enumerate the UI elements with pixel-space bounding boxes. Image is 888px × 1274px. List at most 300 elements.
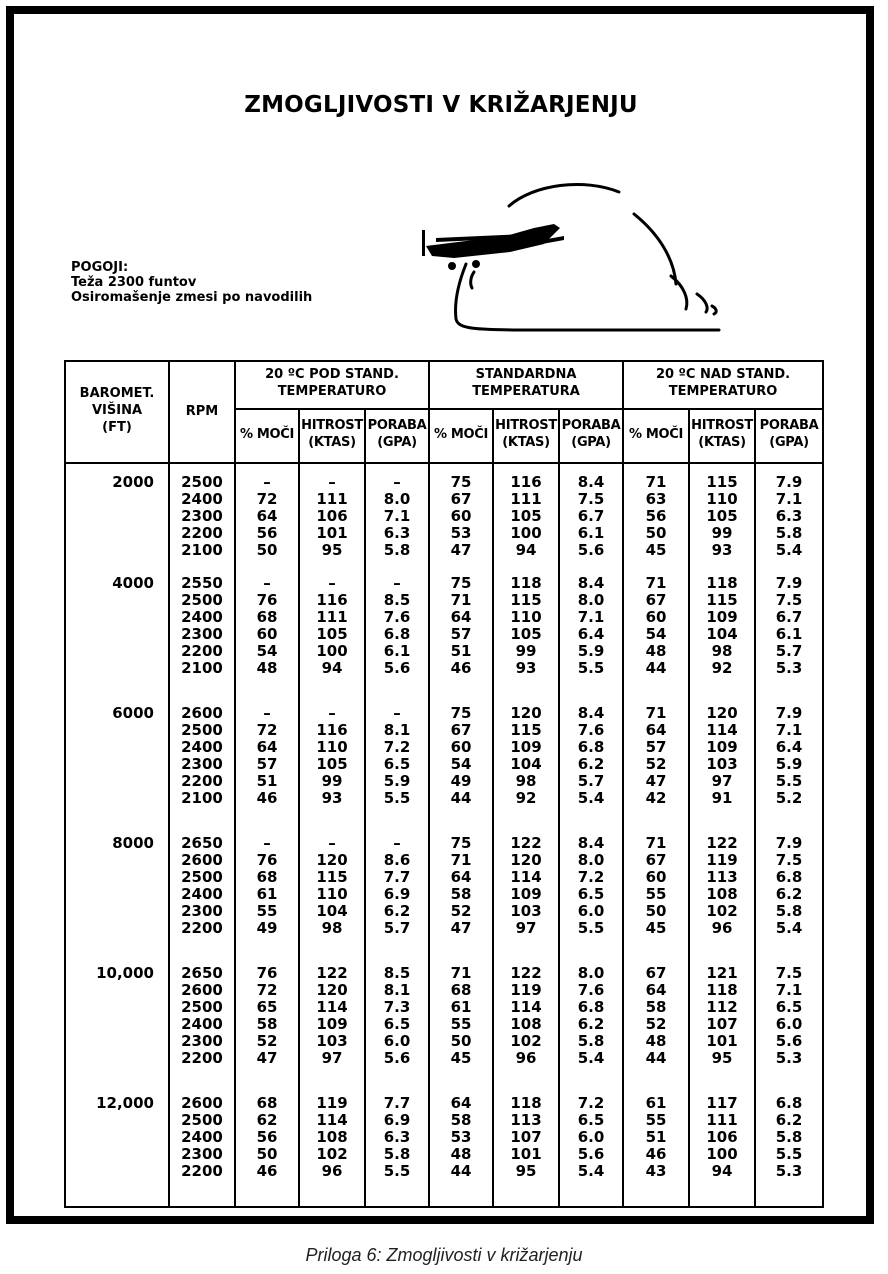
value-cell: 56 (645, 507, 667, 525)
value-cell: 50 (645, 902, 667, 920)
value-cell: 6.0 (577, 1128, 605, 1146)
value-cell: 101 (706, 1032, 738, 1050)
value-cell: 46 (645, 1145, 667, 1163)
value-cell: 54 (256, 642, 278, 660)
header-altitude: BAROMET. VIŠINA (FT) (65, 361, 169, 463)
altitude-value: 4000 (65, 575, 169, 705)
value-cell: 6.3 (775, 507, 803, 525)
value-cell: 5.4 (577, 1162, 605, 1180)
value-cell: 55 (645, 885, 667, 903)
value-cell: 64 (256, 738, 278, 756)
value-cell: 7.1 (775, 490, 803, 508)
value-cell: 44 (450, 789, 472, 807)
value-cell: 6.2 (775, 885, 803, 903)
value-column (365, 575, 429, 705)
rpm-values (169, 575, 235, 705)
value-cell: 113 (510, 1111, 542, 1129)
value-cell: – (328, 473, 336, 491)
value-cell: 44 (645, 1049, 667, 1067)
value-cell: 120 (510, 704, 542, 722)
value-cell: 99 (515, 642, 537, 660)
value-column (493, 463, 559, 575)
value-cell: 50 (645, 524, 667, 542)
rpm-cell: 2500 (181, 1111, 223, 1129)
value-column (235, 835, 299, 965)
value-cell: 7.5 (775, 964, 803, 982)
value-cell: 60 (645, 608, 667, 626)
value-cell: 109 (316, 1015, 348, 1033)
value-cell: 63 (645, 490, 667, 508)
value-cell: 67 (450, 721, 472, 739)
subheader-power: % MOČI (235, 409, 299, 463)
value-cell: 97 (711, 772, 733, 790)
value-cell: 68 (256, 868, 278, 886)
value-cell: 102 (316, 1145, 348, 1163)
value-cell: 5.6 (775, 1032, 803, 1050)
value-cell: – (328, 704, 336, 722)
value-column (299, 835, 365, 965)
value-cell: 75 (450, 834, 472, 852)
value-cell: 64 (256, 507, 278, 525)
value-column (235, 705, 299, 835)
value-column (689, 965, 755, 1095)
value-cell: 5.4 (577, 1049, 605, 1067)
value-cell: 6.4 (577, 625, 605, 643)
value-column (299, 1095, 365, 1207)
value-cell: 6.8 (383, 625, 411, 643)
value-column (365, 463, 429, 575)
value-cell: 111 (510, 490, 542, 508)
value-cell: 114 (316, 1111, 348, 1129)
value-cell: 122 (706, 834, 738, 852)
value-cell: 6.7 (775, 608, 803, 626)
value-column (365, 1095, 429, 1207)
value-column (559, 575, 623, 705)
value-cell: 95 (321, 541, 343, 559)
value-cell: 8.4 (577, 834, 605, 852)
value-cell: 6.7 (577, 507, 605, 525)
value-cell: – (263, 704, 271, 722)
rpm-cell: 2500 (181, 591, 223, 609)
value-cell: 6.5 (775, 998, 803, 1016)
rpm-cell: 2300 (181, 625, 223, 643)
value-cell: 72 (256, 981, 278, 999)
value-cell: 101 (510, 1145, 542, 1163)
altitude-block (65, 575, 823, 705)
value-column (429, 835, 493, 965)
value-cell: 103 (510, 902, 542, 920)
value-cell: 6.5 (577, 885, 605, 903)
value-column (429, 1095, 493, 1207)
value-cell: 5.8 (383, 541, 411, 559)
page-title: ZMOGLJIVOSTI V KRIŽARJENJU (244, 92, 638, 118)
value-cell: 5.4 (775, 541, 803, 559)
value-column (755, 835, 823, 965)
value-cell: 6.1 (383, 642, 411, 660)
value-cell: 109 (510, 738, 542, 756)
value-cell: 105 (316, 625, 348, 643)
value-cell: 47 (450, 919, 472, 937)
value-cell: 5.3 (775, 659, 803, 677)
value-cell: 51 (256, 772, 278, 790)
value-cell: 5.2 (775, 789, 803, 807)
value-cell: 71 (450, 851, 472, 869)
value-cell: 98 (321, 919, 343, 937)
value-column (493, 705, 559, 835)
header-group-above-std: 20 ºC NAD STAND. TEMPERATURO (623, 361, 823, 409)
value-cell: 97 (321, 1049, 343, 1067)
value-cell: 52 (256, 1032, 278, 1050)
value-cell: 96 (711, 919, 733, 937)
value-cell: 110 (316, 738, 348, 756)
value-cell: 65 (256, 998, 278, 1016)
value-cell: 50 (256, 1145, 278, 1163)
value-cell: 8.1 (383, 981, 411, 999)
value-cell: 52 (645, 1015, 667, 1033)
value-cell: 103 (706, 755, 738, 773)
value-cell: 49 (450, 772, 472, 790)
value-cell: 5.5 (577, 659, 605, 677)
value-cell: 5.6 (577, 1145, 605, 1163)
rpm-cell: 2500 (181, 868, 223, 886)
value-column (559, 705, 623, 835)
value-cell: 99 (321, 772, 343, 790)
altitude-block (65, 705, 823, 835)
value-cell: 7.9 (775, 834, 803, 852)
value-column (299, 463, 365, 575)
value-cell: 6.0 (775, 1015, 803, 1033)
value-cell: 113 (706, 868, 738, 886)
value-cell: 95 (515, 1162, 537, 1180)
value-cell: 93 (711, 541, 733, 559)
condition-weight: Teža 2300 funtov (71, 275, 197, 290)
value-cell: 5.4 (577, 789, 605, 807)
value-column (429, 463, 493, 575)
rpm-cell: 2650 (181, 834, 223, 852)
value-column (623, 575, 689, 705)
subheader-fuel: PORABA (GPA) (365, 409, 429, 463)
value-cell: 8.1 (383, 721, 411, 739)
rpm-cell: 2200 (181, 1162, 223, 1180)
value-cell: 47 (256, 1049, 278, 1067)
conditions-heading: POGOJI: (71, 260, 129, 275)
value-cell: 103 (316, 1032, 348, 1050)
value-cell: 120 (510, 851, 542, 869)
value-cell: 115 (706, 473, 738, 491)
value-cell: 5.5 (383, 789, 411, 807)
value-cell: 8.0 (577, 851, 605, 869)
value-column (493, 835, 559, 965)
value-cell: 118 (510, 1094, 542, 1112)
value-cell: 68 (256, 608, 278, 626)
value-cell: 120 (316, 981, 348, 999)
value-cell: 42 (645, 789, 667, 807)
rpm-cell: 2100 (181, 789, 223, 807)
value-cell: 50 (450, 1032, 472, 1050)
value-cell: 8.5 (383, 964, 411, 982)
value-cell: 105 (510, 625, 542, 643)
value-cell: 5.5 (577, 919, 605, 937)
rpm-values (169, 463, 235, 575)
value-cell: 94 (711, 1162, 733, 1180)
value-cell: 98 (711, 642, 733, 660)
value-cell: 5.6 (383, 1049, 411, 1067)
value-cell: 5.5 (383, 1162, 411, 1180)
value-cell: 55 (450, 1015, 472, 1033)
value-cell: 50 (256, 541, 278, 559)
rpm-cell: 2550 (181, 574, 223, 592)
value-column (235, 463, 299, 575)
value-cell: 120 (316, 851, 348, 869)
value-cell: 71 (645, 473, 667, 491)
value-cell: 110 (316, 885, 348, 903)
value-column (493, 575, 559, 705)
rpm-cell: 2200 (181, 642, 223, 660)
value-cell: 54 (645, 625, 667, 643)
value-column (493, 965, 559, 1095)
value-cell: 71 (450, 964, 472, 982)
value-cell: 108 (706, 885, 738, 903)
value-cell: 52 (450, 902, 472, 920)
value-cell: 119 (706, 851, 738, 869)
value-cell: 106 (706, 1128, 738, 1146)
value-cell: 60 (450, 507, 472, 525)
value-column (365, 965, 429, 1095)
value-cell: 6.9 (383, 885, 411, 903)
value-cell: 8.5 (383, 591, 411, 609)
rpm-cell: 2100 (181, 541, 223, 559)
value-column (755, 1095, 823, 1207)
value-cell: 6.0 (577, 902, 605, 920)
value-cell: 117 (706, 1094, 738, 1112)
conditions (71, 260, 312, 305)
value-cell: 107 (706, 1015, 738, 1033)
value-cell: 8.0 (577, 591, 605, 609)
value-cell: 5.6 (577, 541, 605, 559)
value-cell: 45 (450, 1049, 472, 1067)
value-cell: 46 (256, 1162, 278, 1180)
value-cell: 100 (706, 1145, 738, 1163)
value-column (623, 705, 689, 835)
value-cell: 122 (510, 964, 542, 982)
header-group-std: STANDARDNA TEMPERATURA (429, 361, 623, 409)
value-cell: 44 (645, 659, 667, 677)
value-cell: 8.4 (577, 704, 605, 722)
value-cell: 5.6 (383, 659, 411, 677)
value-cell: 7.9 (775, 473, 803, 491)
subheader-speed: HITROST (KTAS) (689, 409, 755, 463)
value-cell: 71 (645, 574, 667, 592)
altitude-value: 12,000 (65, 1095, 169, 1207)
value-column (235, 575, 299, 705)
value-column (755, 463, 823, 575)
value-cell: 100 (316, 642, 348, 660)
value-cell: 60 (645, 868, 667, 886)
value-cell: 105 (510, 507, 542, 525)
altitude-value: 2000 (65, 463, 169, 575)
value-cell: 96 (515, 1049, 537, 1067)
value-cell: 43 (645, 1162, 667, 1180)
value-cell: 64 (450, 868, 472, 886)
value-cell: 7.1 (775, 721, 803, 739)
rpm-cell: 2200 (181, 919, 223, 937)
value-cell: 57 (450, 625, 472, 643)
value-column (559, 1095, 623, 1207)
value-cell: 6.5 (383, 1015, 411, 1033)
value-cell: 6.3 (383, 1128, 411, 1146)
value-cell: 54 (450, 755, 472, 773)
rpm-cell: 2600 (181, 704, 223, 722)
value-cell: 5.4 (775, 919, 803, 937)
value-cell: 48 (645, 642, 667, 660)
value-cell: 8.0 (383, 490, 411, 508)
value-cell: 6.1 (577, 524, 605, 542)
airplane-icon (422, 224, 564, 270)
value-cell: 7.3 (383, 998, 411, 1016)
altitude-block (65, 965, 823, 1095)
value-cell: 118 (510, 574, 542, 592)
value-cell: 7.7 (383, 1094, 411, 1112)
value-cell: 7.1 (383, 507, 411, 525)
altitude-block (65, 1095, 823, 1207)
value-cell: 107 (510, 1128, 542, 1146)
value-cell: 61 (256, 885, 278, 903)
value-cell: 7.5 (775, 591, 803, 609)
value-cell: 119 (510, 981, 542, 999)
value-cell: 5.8 (577, 1032, 605, 1050)
value-cell: – (393, 834, 401, 852)
value-cell: 76 (256, 851, 278, 869)
value-cell: 5.8 (775, 524, 803, 542)
value-cell: 5.8 (775, 902, 803, 920)
cruise-performance-table (64, 360, 824, 1208)
value-cell: 72 (256, 490, 278, 508)
value-column (235, 1095, 299, 1207)
value-cell: 122 (316, 964, 348, 982)
rpm-cell: 2600 (181, 1094, 223, 1112)
value-cell: 57 (256, 755, 278, 773)
value-cell: 108 (510, 1015, 542, 1033)
value-column (755, 575, 823, 705)
value-cell: 5.7 (577, 772, 605, 790)
value-cell: 7.2 (383, 738, 411, 756)
rpm-cell: 2300 (181, 1145, 223, 1163)
condition-mixture: Osiromašenje zmesi po navodilih (71, 290, 313, 305)
rpm-cell: 2600 (181, 981, 223, 999)
value-cell: 60 (450, 738, 472, 756)
rpm-cell: 2300 (181, 902, 223, 920)
value-column (755, 965, 823, 1095)
rpm-cell: 2200 (181, 1049, 223, 1067)
value-cell: 105 (706, 507, 738, 525)
value-cell: 101 (316, 524, 348, 542)
value-cell: 64 (450, 608, 472, 626)
rpm-values (169, 835, 235, 965)
value-cell: 122 (510, 834, 542, 852)
altitude-block (65, 463, 823, 575)
value-cell: 55 (256, 902, 278, 920)
value-column (689, 835, 755, 965)
rpm-cell: 2500 (181, 473, 223, 491)
value-cell: 6.8 (775, 868, 803, 886)
value-cell: 105 (316, 755, 348, 773)
value-cell: 116 (510, 473, 542, 491)
value-cell: 7.9 (775, 704, 803, 722)
value-column (493, 1095, 559, 1207)
airplane-cloud-illustration (414, 174, 744, 344)
value-cell: – (328, 574, 336, 592)
value-cell: 92 (515, 789, 537, 807)
value-cell: 67 (645, 851, 667, 869)
value-cell: 7.9 (775, 574, 803, 592)
value-cell: 95 (711, 1049, 733, 1067)
value-cell: 114 (510, 868, 542, 886)
rpm-cell: 2500 (181, 721, 223, 739)
rpm-cell: 2300 (181, 755, 223, 773)
value-column (559, 463, 623, 575)
value-column (299, 705, 365, 835)
value-cell: 116 (316, 721, 348, 739)
value-cell: 5.5 (775, 1145, 803, 1163)
value-column (755, 705, 823, 835)
value-cell: 110 (706, 490, 738, 508)
value-cell: 5.5 (775, 772, 803, 790)
header-group-below-std: 20 ºC POD STAND. TEMPERATURO (235, 361, 429, 409)
value-cell: 98 (515, 772, 537, 790)
value-cell: 106 (316, 507, 348, 525)
rpm-cell: 2600 (181, 851, 223, 869)
rpm-cell: 2650 (181, 964, 223, 982)
rpm-cell: 2400 (181, 1128, 223, 1146)
value-column (689, 705, 755, 835)
value-cell: 7.6 (577, 981, 605, 999)
value-cell: 48 (256, 659, 278, 677)
value-cell: 6.0 (383, 1032, 411, 1050)
subheader-power: % MOČI (623, 409, 689, 463)
rpm-cell: 2400 (181, 738, 223, 756)
value-cell: 58 (256, 1015, 278, 1033)
rpm-values (169, 705, 235, 835)
value-cell: 51 (450, 642, 472, 660)
value-column (623, 835, 689, 965)
value-cell: 64 (645, 981, 667, 999)
value-cell: 51 (645, 1128, 667, 1146)
value-cell: 5.3 (775, 1049, 803, 1067)
value-cell: 91 (711, 789, 733, 807)
value-cell: 109 (706, 608, 738, 626)
value-cell: 110 (510, 608, 542, 626)
value-cell: 6.8 (577, 738, 605, 756)
value-cell: – (263, 473, 271, 491)
value-cell: 72 (256, 721, 278, 739)
value-column (623, 463, 689, 575)
value-cell: 109 (510, 885, 542, 903)
value-cell: 114 (706, 721, 738, 739)
rpm-cell: 2300 (181, 1032, 223, 1050)
value-cell: 118 (706, 981, 738, 999)
value-cell: 7.5 (577, 490, 605, 508)
value-cell: 96 (321, 1162, 343, 1180)
value-cell: 61 (645, 1094, 667, 1112)
rpm-cell: 2400 (181, 608, 223, 626)
value-cell: 5.9 (577, 642, 605, 660)
value-cell: 6.9 (383, 1111, 411, 1129)
value-cell: 112 (706, 998, 738, 1016)
value-cell: 114 (316, 998, 348, 1016)
value-cell: 45 (645, 919, 667, 937)
value-column (623, 1095, 689, 1207)
value-cell: – (263, 574, 271, 592)
